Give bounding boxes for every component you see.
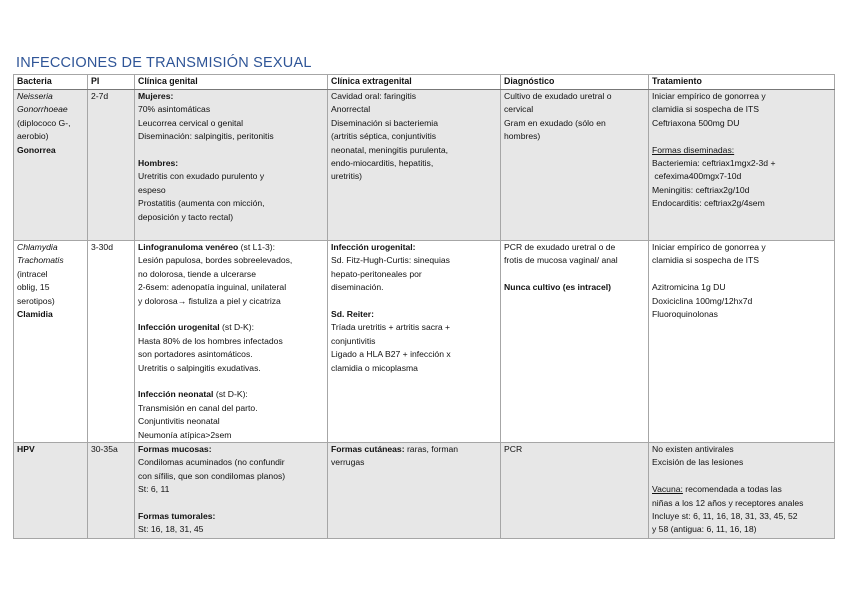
- text-line: no dolorosa, tiende a ulcerarse: [138, 268, 257, 279]
- text-line: Gram en exudado (sólo en: [504, 117, 606, 128]
- bacteria-desc: aerobio): [17, 131, 49, 142]
- cell-bacteria: [14, 90, 88, 241]
- text-line: espeso: [138, 184, 166, 195]
- table-row-clamidia: [14, 241, 835, 443]
- text-line: y 58 (antigua: 6, 11, 16, 18): [652, 524, 757, 535]
- text-line: frotis de mucosa vaginal/ anal: [504, 255, 618, 266]
- text-line: hepato-peritoneales por: [331, 268, 422, 279]
- text-line: Prostatitis (aumenta con micción,: [138, 198, 265, 209]
- section-heading: Formas tumorales:: [138, 511, 216, 522]
- bacteria-desc: oblig, 15: [17, 282, 50, 293]
- pi-value: 2-7d: [91, 91, 109, 101]
- text-line: 70% asintomáticas: [138, 104, 211, 115]
- disease-name: Clamidia: [17, 309, 53, 320]
- serotype-note: (st L1-3):: [238, 242, 276, 252]
- text-line: niñas a los 12 años y receptores anales: [652, 497, 804, 508]
- text-line: endo-miocarditis, hepatitis,: [331, 158, 434, 169]
- header-tratamiento: Tratamiento: [649, 75, 835, 90]
- cell-tratamiento: [649, 90, 835, 241]
- text-line: Sd. Fitz-Hugh-Curtis: sinequias: [331, 255, 450, 266]
- bacteria-desc: serotipos): [17, 295, 55, 306]
- table-header-row: [14, 75, 835, 90]
- section-heading: Linfogranuloma venéreo: [138, 242, 239, 252]
- section-heading: Formas diseminadas:: [652, 144, 735, 155]
- text-line: uretritis): [331, 171, 363, 182]
- cell-clinica-genital: [135, 90, 328, 241]
- page-title: INFECCIONES DE TRANSMISIÓN SEXUAL: [16, 55, 312, 71]
- section-heading: Formas cutáneas:: [331, 444, 405, 455]
- bacteria-name: Trachomatis: [17, 255, 64, 266]
- text-line: deposición y tacto rectal): [138, 211, 234, 222]
- text-line: Neumonía atípica>2sem: [138, 429, 232, 440]
- bacteria-name: Neisseria: [17, 91, 53, 101]
- section-heading: Infección urogenital: [138, 322, 220, 333]
- header-bacteria: Bacteria: [14, 75, 88, 90]
- text-line: clamidia si sospecha de ITS: [652, 255, 759, 266]
- disease-name: Gonorrea: [17, 144, 56, 155]
- text-line: y dolorosa→ fistuliza a piel y cicatriza: [138, 295, 281, 306]
- bacteria-name: Chlamydia: [17, 242, 58, 252]
- text-line: Iniciar empírico de gonorrea y: [652, 91, 766, 101]
- cell-clinica-extragenital: [328, 241, 501, 443]
- text-line: Uretritis con exudado purulento y: [138, 171, 265, 182]
- header-diagnostico: Diagnóstico: [501, 75, 649, 90]
- serotype-note: (st D-K):: [219, 322, 255, 333]
- text-line: Ligado a HLA B27 + infección x: [331, 349, 451, 360]
- cell-diagnostico: [501, 443, 649, 539]
- pi-value: 3-30d: [91, 242, 113, 252]
- text-line: Leucorrea cervical o genital: [138, 117, 244, 128]
- cell-clinica-extragenital: [328, 90, 501, 241]
- text-line: Cavidad oral: faringitis: [331, 91, 417, 101]
- cell-tratamiento: [649, 443, 835, 539]
- text-line: cervical: [504, 104, 534, 115]
- text-line: verrugas: [331, 457, 365, 468]
- bacteria-name: Gonorrhoeae: [17, 104, 68, 115]
- text-line: St: 6, 11: [138, 484, 170, 495]
- text-line: Cultivo de exudado uretral o: [504, 91, 612, 101]
- text-line: Tríada uretritis + artritis sacra +: [331, 322, 451, 333]
- text-line: Fluoroquinolonas: [652, 309, 718, 320]
- its-table: [13, 74, 835, 539]
- text-line: Conjuntivitis neonatal: [138, 416, 220, 427]
- text-line: Diseminación: salpingitis, peritonitis: [138, 131, 274, 142]
- text-line: con sífilis, que son condilomas planos): [138, 470, 286, 481]
- section-heading: Infección urogenital:: [331, 242, 416, 252]
- text-line: Endocarditis: ceftriax2g/4sem: [652, 198, 765, 209]
- table-row-hpv: [14, 443, 835, 539]
- cell-pi: [88, 90, 135, 241]
- text-line: Incluye st: 6, 11, 16, 18, 31, 33, 45, 52: [652, 511, 798, 522]
- section-heading: Nunca cultivo (es intracel): [504, 282, 611, 293]
- text-line: Ceftriaxona 500mg DU: [652, 117, 740, 128]
- text-line: recomendada a todas las: [682, 484, 782, 495]
- section-heading: Hombres:: [138, 158, 179, 169]
- text-line: Transmisión en canal del parto.: [138, 402, 258, 413]
- cell-clinica-extragenital: [328, 443, 501, 539]
- text-line: neonatal, meningitis purulenta,: [331, 144, 449, 155]
- section-heading: Infección neonatal: [138, 389, 214, 400]
- text-line: Excisión de las lesiones: [652, 457, 744, 468]
- text-line: Iniciar empírico de gonorrea y: [652, 242, 766, 252]
- bacteria-desc: (diplococo G-,: [17, 117, 71, 128]
- text-line: hombres): [504, 131, 541, 142]
- text-line: Condilomas acuminados (no confundir: [138, 457, 285, 468]
- text-line: Bacteriemia: ceftriax1mgx2-3d +: [652, 158, 776, 169]
- text-line: 2-6sem: adenopatía inguinal, unilateral: [138, 282, 287, 293]
- text-line: clamidia o micoplasma: [331, 362, 418, 373]
- disease-name: HPV: [17, 444, 35, 455]
- cell-bacteria: [14, 241, 88, 443]
- text-line: Anorrectal: [331, 104, 371, 115]
- cell-tratamiento: [649, 241, 835, 443]
- cell-bacteria: [14, 443, 88, 539]
- cell-clinica-genital: [135, 443, 328, 539]
- table-row-gonorrea: [14, 90, 835, 241]
- section-heading: Sd. Reiter:: [331, 309, 374, 320]
- header-clinica-extragenital: Clínica extragenital: [328, 75, 501, 90]
- text-line: Azitromicina 1g DU: [652, 282, 726, 293]
- text-line: Diseminación si bacteriemia: [331, 117, 438, 128]
- header-clinica-genital: Clínica genital: [135, 75, 328, 90]
- text-line: St: 16, 18, 31, 45: [138, 524, 204, 535]
- header-pi: PI: [88, 75, 135, 90]
- bacteria-desc: (intracel: [17, 268, 48, 279]
- text-line: clamidia si sospecha de ITS: [652, 104, 759, 115]
- text-line: cefexima400mgx7-10d: [652, 171, 742, 182]
- text-line: conjuntivitis: [331, 335, 376, 346]
- text-line: PCR de exudado uretral o de: [504, 242, 616, 252]
- text-line: raras, forman: [404, 444, 459, 455]
- pi-value: 30-35a: [91, 444, 118, 455]
- cell-clinica-genital: [135, 241, 328, 443]
- serotype-note: (st D-K):: [213, 389, 248, 400]
- section-heading: Vacuna:: [652, 484, 683, 495]
- text-line: PCR: [504, 444, 523, 455]
- section-heading: Formas mucosas:: [138, 444, 212, 455]
- cell-pi: [88, 443, 135, 539]
- cell-diagnostico: [501, 241, 649, 443]
- cell-pi: [88, 241, 135, 443]
- text-line: Uretritis o salpingitis exudativas.: [138, 362, 261, 373]
- text-line: Hasta 80% de los hombres infectados: [138, 335, 283, 346]
- text-line: diseminación.: [331, 282, 384, 293]
- section-heading: Mujeres:: [138, 91, 174, 101]
- text-line: Doxiciclina 100mg/12hx7d: [652, 295, 753, 306]
- text-line: Lesión papulosa, bordes sobreelevados,: [138, 255, 293, 266]
- text-line: (artritis séptica, conjuntivitis: [331, 131, 437, 142]
- cell-diagnostico: [501, 90, 649, 241]
- text-line: Meningitis: ceftriax2g/10d: [652, 184, 750, 195]
- text-line: No existen antivirales: [652, 444, 734, 455]
- text-line: son portadores asintomáticos.: [138, 349, 253, 360]
